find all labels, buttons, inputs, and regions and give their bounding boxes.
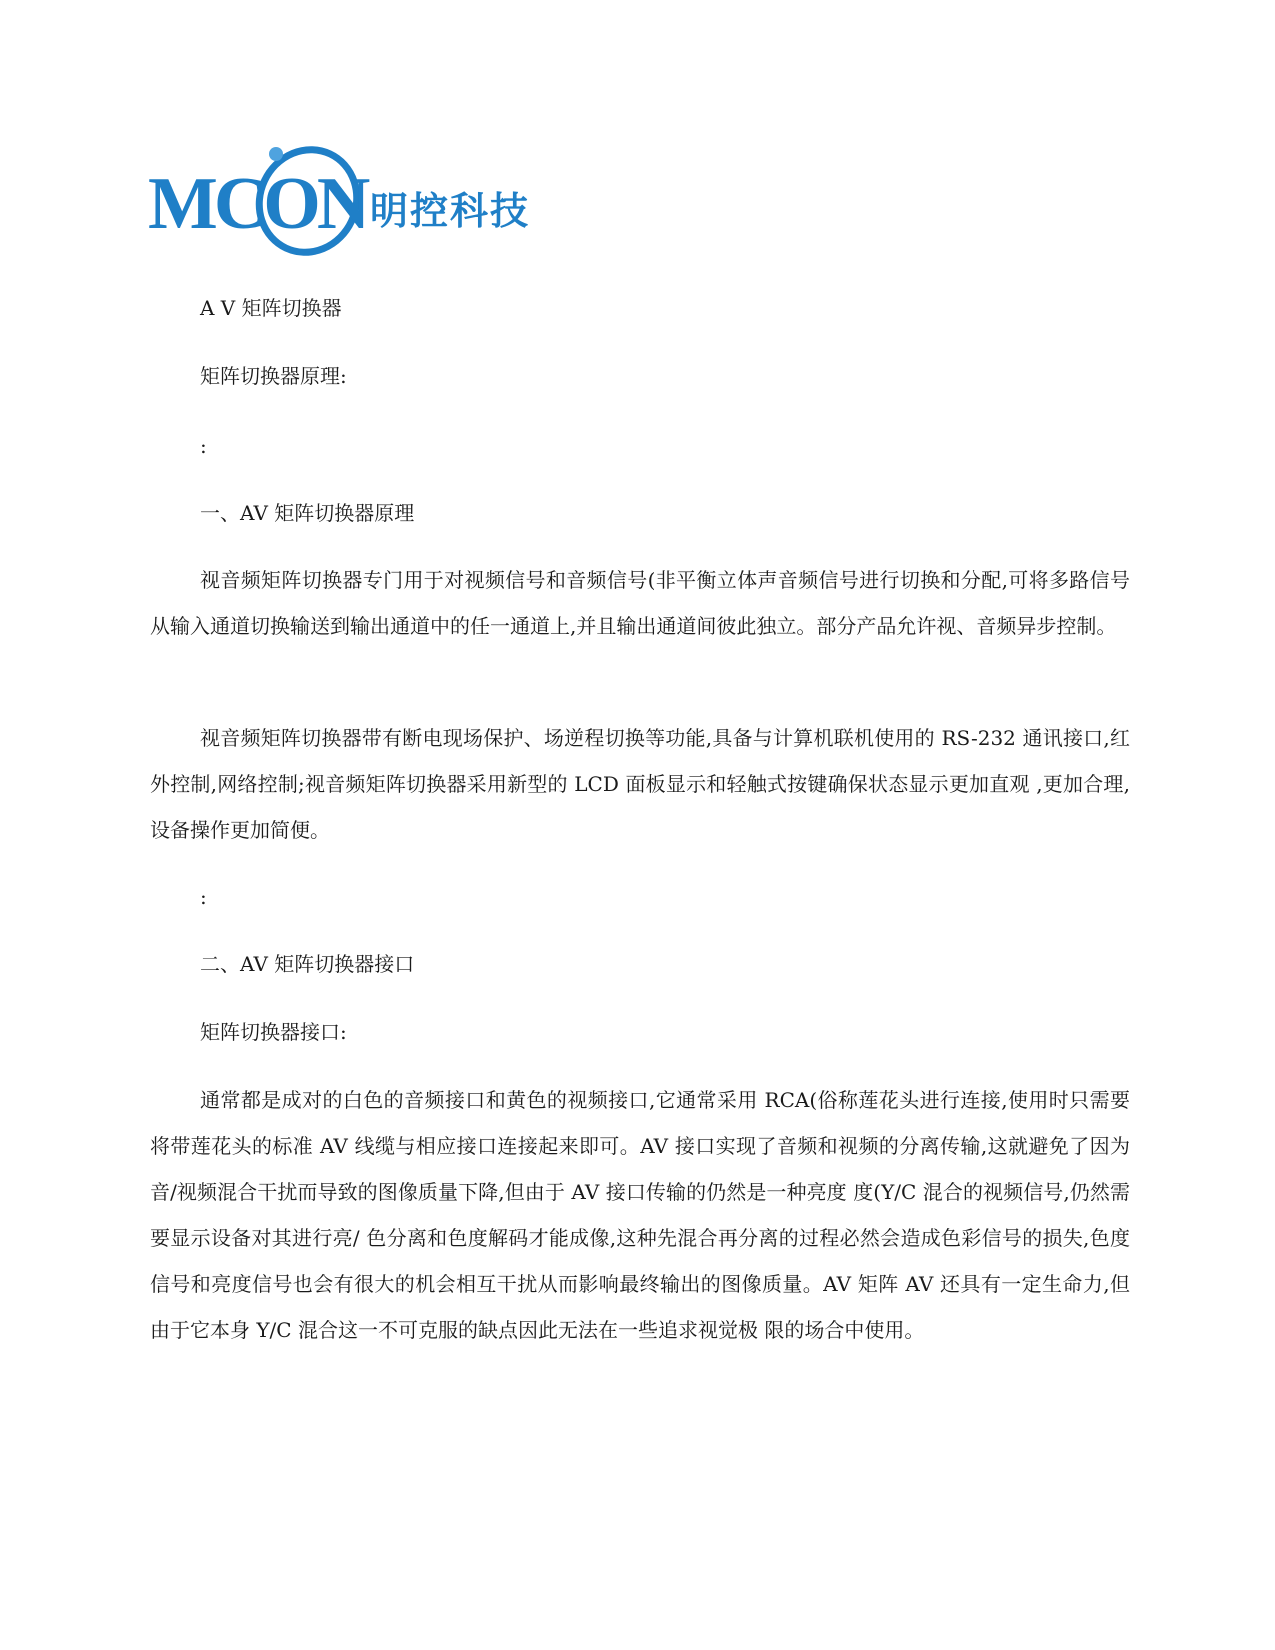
orbit-dot: [269, 147, 283, 161]
mcon-logo-graphic: [148, 146, 548, 266]
logo-chinese: 明控科技: [370, 189, 531, 233]
paragraph: 视音频矩阵切换器专门用于对视频信号和音频信号(非平衡立体声音频信号进行切换和分配,可将多路信号从输入通道切换输送到输出通道中的任一通道上,并且输出通道间彼此独立。部分产品允许视、音频异步控制。: [150, 568, 1130, 638]
section-heading: 二、AV 矩阵切换器接口: [200, 952, 415, 976]
section-heading: 一、AV 矩阵切换器原理: [200, 501, 415, 525]
colon-line: :: [200, 885, 207, 909]
colon-line: :: [200, 434, 207, 458]
paragraph: 视音频矩阵切换器带有断电现场保护、场逆程切换等功能,具备与计算机联机使用的 RS-232 通讯接口,红外控制,网络控制;视音频矩阵切换器采用新型的 LCD 面板显示和轻触式按键确保状态显示更加直观 ,更加合理,设备操作更加简便。: [150, 726, 1130, 842]
paragraph: 通常都是成对的白色的音频接口和黄色的视频接口,它通常采用 RCA(俗称莲花头进行连接,使用时只需要将带莲花头的标准 AV 线缆与相应接口连接起来即可。AV 接口实现了音频和视频的分离传输,这就避免了因为音/视频混合干扰而导致的图像质量下降,但由于 AV 接口传输的仍然是一种亮度 度(Y/C 混合的视频信号,仍然需要显示设备对其进行亮/ 色分离和色度解码才能成像,这种先混合再分离的过程必然会造成色彩信号的损失,色度信号和亮度信号也会有很大的机会相互干扰从而影响最终输出的图像质量。AV 矩阵 AV 还具有一定生命力,但由于它本身 Y/C 混合这一不可克服的缺点因此无法在一些追求视觉极 限的场合中使用。: [150, 1088, 1130, 1342]
logo-wordmark: MCON: [148, 163, 367, 245]
company-logo: [148, 146, 548, 266]
principle-label: 矩阵切换器原理:: [200, 364, 347, 388]
interface-label: 矩阵切换器接口:: [200, 1020, 347, 1044]
doc-title: A V 矩阵切换器: [200, 296, 342, 320]
